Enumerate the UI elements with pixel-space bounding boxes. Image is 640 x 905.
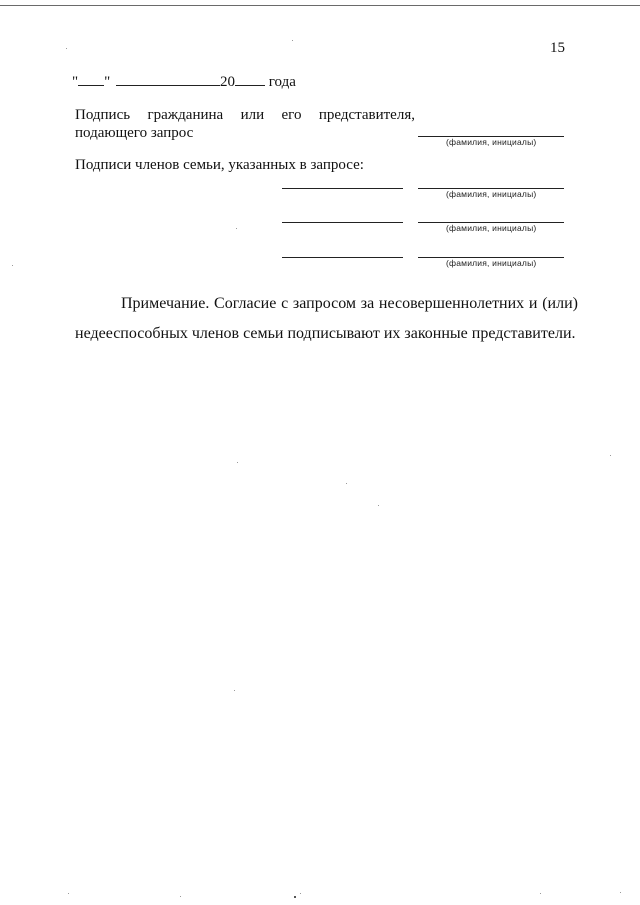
scan-speck (236, 228, 237, 229)
scan-speck (294, 896, 296, 898)
scan-speck (68, 893, 69, 894)
scan-speck (378, 505, 379, 506)
scan-top-edge (0, 5, 640, 6)
note-line-1: Примечание. Согласие с запросом за несовершеннолетних и (или) (121, 295, 578, 312)
date-open-quote: " (72, 74, 79, 90)
family-name-caption: (фамилия, инициалы) (446, 258, 537, 268)
year-suffix: года (268, 74, 296, 90)
label-word: или (240, 107, 265, 123)
scan-speck (292, 40, 293, 41)
scan-speck (610, 455, 611, 456)
family-signature-line (282, 188, 403, 189)
label-word: Подпись (75, 107, 131, 123)
family-name-caption: (фамилия, инициалы) (446, 223, 537, 233)
scan-speck (540, 893, 541, 894)
scan-speck (234, 690, 235, 691)
scan-speck (300, 893, 301, 894)
day-blank (78, 70, 104, 86)
scan-speck (346, 483, 347, 484)
applicant-signature-label (75, 106, 415, 142)
month-blank (116, 70, 220, 86)
date-close-quote: " (104, 74, 111, 90)
family-signatures-label: Подписи членов семьи, указанных в запросе: (75, 157, 364, 173)
scan-speck (12, 265, 13, 266)
scan-speck (237, 462, 238, 463)
family-name-caption: (фамилия, инициалы) (446, 189, 537, 199)
note-paragraph (75, 289, 578, 349)
label-word: его (281, 107, 302, 123)
family-signature-line (282, 222, 403, 223)
year-blank (235, 70, 265, 86)
page-number: 15 (550, 40, 565, 56)
note-line-2: недееспособных членов семьи подписывают их законные представители. (75, 325, 576, 342)
date-line (72, 70, 296, 91)
scan-speck (180, 896, 181, 897)
family-signature-line (282, 257, 403, 258)
scan-speck (620, 892, 621, 893)
year-prefix: 20 (220, 74, 235, 90)
applicant-signature-label-line2: подающего запрос (75, 125, 194, 141)
label-word: представителя, (318, 107, 415, 123)
label-word: гражданина (147, 107, 224, 123)
scan-speck (66, 48, 67, 49)
applicant-name-caption: (фамилия, инициалы) (446, 137, 537, 147)
